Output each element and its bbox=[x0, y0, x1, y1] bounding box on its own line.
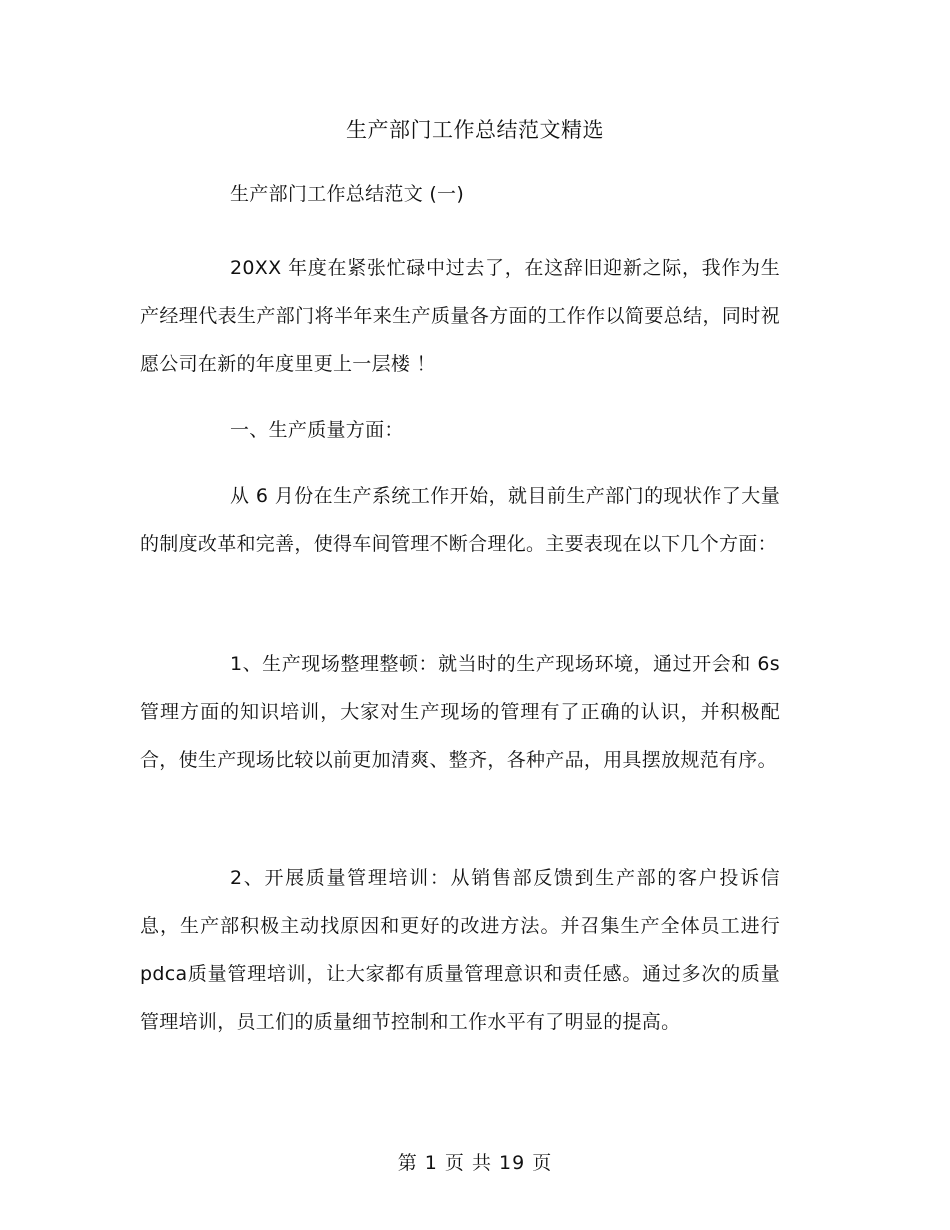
reform-paragraph-block bbox=[140, 472, 780, 568]
section-subtitle-block bbox=[140, 170, 780, 218]
section-subtitle: 生产部门工作总结范文 (一) bbox=[230, 183, 465, 205]
intro-paragraph: 20XX 年度在紧张忙碌中过去了，在这辞旧迎新之际，我作为生产经理代表生产部门将半年来生产质量各方面的工作作以简要总结，同时祝愿公司在新的年度里更上一层楼 ！ bbox=[140, 257, 780, 375]
reform-paragraph: 从 6 月份在生产系统工作开始，就目前生产部门的现状作了大量的制度改革和完善，使得车间管理不断合理化。主要表现在以下几个方面： bbox=[140, 485, 780, 555]
item-2-paragraph: 2、开展质量管理培训：从销售部反馈到生产部的客户投诉信息，生产部积极主动找原因和更好的改进方法。并召集生产全体员工进行 pdca质量管理培训，让大家都有质量管理意识和责任感。通过多次的质量管理培训，员工们的质量细节控制和工作水平有了明显的提高。 bbox=[140, 867, 780, 1033]
intro-paragraph-block bbox=[140, 244, 780, 388]
item-1-block bbox=[140, 640, 780, 784]
page-number-footer: 第 1 页 共 19 页 bbox=[397, 1152, 553, 1174]
heading-quality-block bbox=[140, 406, 780, 454]
item-2-block bbox=[140, 854, 780, 1046]
heading-quality: 一、生产质量方面： bbox=[230, 419, 404, 441]
item-1-paragraph: 1、生产现场整理整顿：就当时的生产现场环境，通过开会和 6s管理方面的知识培训，大家对生产现场的管理有了正确的认识，并积极配合，使生产现场比较以前更加清爽、整齐，各种产品，用具摆放规范有序。 bbox=[140, 653, 780, 771]
document-title: 生产部门工作总结范文精选 bbox=[346, 118, 604, 142]
